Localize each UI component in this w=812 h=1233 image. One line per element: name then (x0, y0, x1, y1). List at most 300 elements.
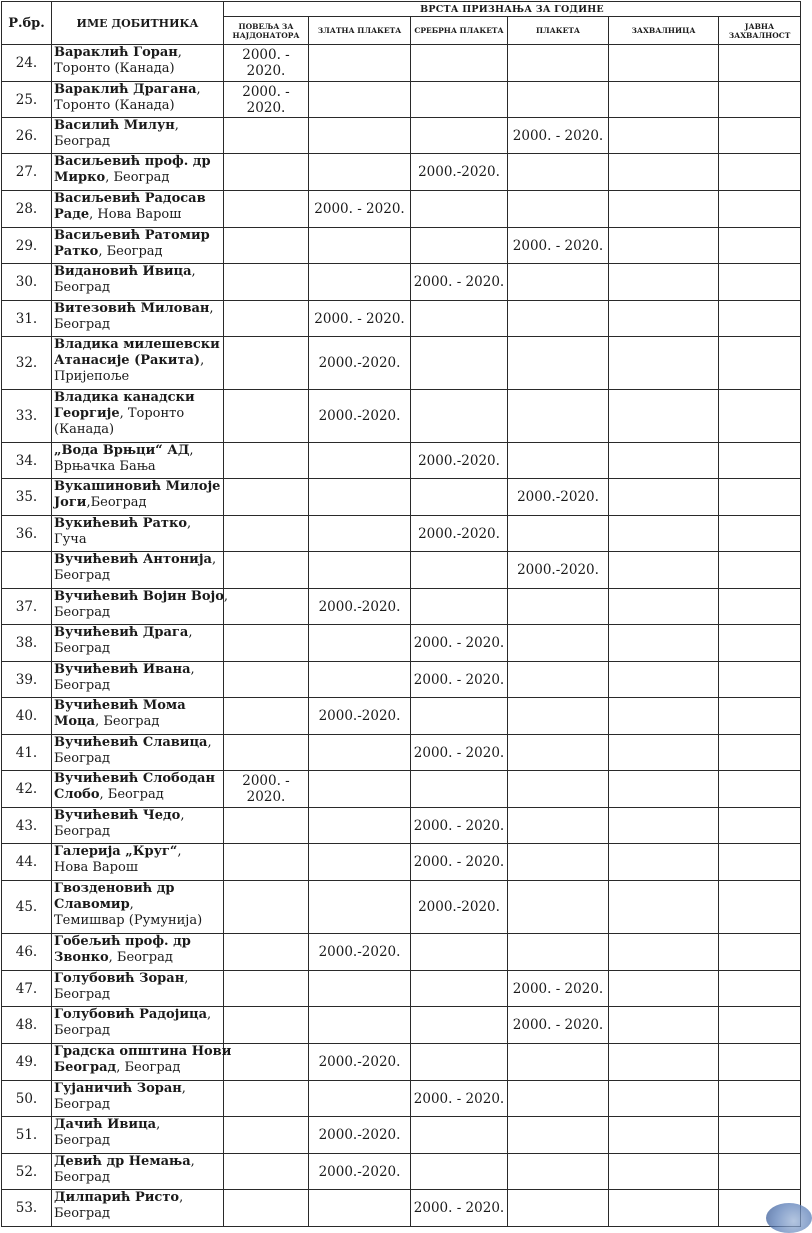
award-cell-povelja (224, 552, 309, 589)
recipient-name (52, 589, 229, 625)
recipient-name (52, 82, 224, 118)
recipient-name (52, 390, 224, 443)
award-cell-zlatna (309, 808, 411, 844)
recipient-location: Нова Варош (54, 860, 138, 875)
recipient-name-bold: Голубовић Зоран (54, 971, 185, 986)
award-cell-srebrna (411, 552, 508, 589)
recipient-name (52, 45, 224, 82)
recipient-location: , Београд (98, 244, 163, 259)
award-cell-plaketa (508, 82, 609, 118)
award-cell-povelja: 2000. - 2020. (224, 82, 309, 118)
award-cell-povelja (224, 589, 309, 625)
award-cell-javna (719, 625, 801, 662)
award-cell-povelja: 2000. - 2020. (224, 771, 309, 808)
award-cell-povelja (224, 228, 309, 264)
award-cell-javna (719, 1117, 801, 1154)
award-cell-plaketa (508, 154, 609, 191)
award-cell-zlatna (309, 881, 411, 934)
award-cell-povelja (224, 191, 309, 228)
recipient-name-bold: Вукашиновић Милоје (54, 479, 221, 494)
recipient-location: Београд (54, 134, 110, 149)
award-cell-zahvalnica (609, 82, 719, 118)
header-name: ИМЕ ДОБИТНИКА (52, 2, 224, 45)
award-cell-povelja (224, 808, 309, 844)
award-cell-plaketa (508, 808, 609, 844)
award-cell-zlatna (309, 154, 411, 191)
recipient-name-bold: Владика милешевски (54, 337, 220, 352)
award-cell-javna (719, 881, 801, 934)
recipient-name (52, 154, 224, 191)
award-cell-zahvalnica (609, 1007, 719, 1044)
award-cell-povelja: 2000. - 2020. (224, 45, 309, 82)
recipient-location: , Београд (116, 1060, 181, 1075)
award-cell-zahvalnica (609, 971, 719, 1007)
award-cell-srebrna: 2000. - 2020. (411, 844, 508, 881)
recipient-location: Београд (54, 1023, 110, 1038)
award-cell-srebrna (411, 82, 508, 118)
award-cell-plaketa (508, 1117, 609, 1154)
award-cell-zlatna (309, 118, 411, 154)
table-row (2, 1117, 801, 1154)
recipient-name (52, 301, 224, 337)
award-cell-zlatna: 2000. - 2020. (309, 191, 411, 228)
award-cell-zahvalnica (609, 45, 719, 82)
award-cell-srebrna (411, 390, 508, 443)
award-cell-povelja (224, 844, 309, 881)
award-cell-povelja (224, 1007, 309, 1044)
award-cell-srebrna (411, 1044, 508, 1081)
recipient-name-punct: , (190, 1154, 195, 1169)
award-cell-zlatna (309, 45, 411, 82)
recipient-location: , Београд (95, 714, 160, 729)
award-cell-javna (719, 154, 801, 191)
award-cell-plaketa: 2000. - 2020. (508, 118, 609, 154)
award-cell-javna (719, 844, 801, 881)
award-cell-javna (719, 808, 801, 844)
recipient-name-bold: Слобо (54, 787, 100, 802)
recipient-name-punct: , (156, 1117, 161, 1132)
award-cell-plaketa (508, 735, 609, 771)
award-cell-zlatna: 2000.-2020. (309, 698, 411, 735)
award-cell-zlatna (309, 552, 411, 589)
award-cell-javna (719, 698, 801, 735)
recipient-name (52, 1190, 224, 1227)
award-cell-zahvalnica (609, 698, 719, 735)
award-cell-plaketa (508, 1044, 609, 1081)
recipient-name-bold: Вучићевић Антонија (54, 552, 212, 567)
row-number: 47. (2, 971, 52, 1007)
award-cell-zahvalnica (609, 662, 719, 698)
award-cell-plaketa (508, 390, 609, 443)
recipient-name-bold: Вучићевић Чедо (54, 808, 181, 823)
award-cell-povelja (224, 625, 309, 662)
award-cell-zahvalnica (609, 390, 719, 443)
recipient-name-bold: Градска општина Нови (54, 1044, 232, 1059)
award-cell-plaketa: 2000. - 2020. (508, 971, 609, 1007)
recipient-location: Београд (54, 605, 110, 620)
table-row (2, 479, 801, 516)
award-cell-plaketa (508, 443, 609, 479)
recipient-name-bold: Вукићевић Ратко (54, 516, 188, 531)
award-cell-srebrna (411, 228, 508, 264)
row-number: 42. (2, 771, 52, 808)
row-number: 30. (2, 264, 52, 301)
table-row (2, 1190, 801, 1227)
award-cell-javna (719, 1044, 801, 1081)
recipient-name-bold: Девић др Немања (54, 1154, 191, 1169)
recipient-name-bold: Вучићевић Драга (54, 625, 189, 640)
recipient-name-punct: , (190, 662, 195, 677)
award-cell-javna (719, 662, 801, 698)
award-cell-zahvalnica (609, 844, 719, 881)
award-cell-zlatna: 2000.-2020. (309, 337, 411, 390)
recipient-name (52, 698, 224, 735)
award-cell-zlatna: 2000.-2020. (309, 390, 411, 443)
recipient-name (52, 808, 224, 844)
award-cell-zlatna (309, 1190, 411, 1227)
award-cell-zlatna (309, 662, 411, 698)
recipient-name-punct: , (211, 552, 217, 567)
row-number: 44. (2, 844, 52, 881)
award-cell-zlatna (309, 264, 411, 301)
recipient-name-bold: „Вода Врњци“ АД (54, 443, 190, 458)
award-cell-povelja (224, 735, 309, 771)
recipient-name-bold: Васиљевић Ратомир (54, 228, 210, 243)
table-row (2, 228, 801, 264)
award-cell-srebrna (411, 1117, 508, 1154)
award-cell-plaketa: 2000.-2020. (508, 552, 609, 589)
table-row (2, 808, 801, 844)
recipient-name-punct: , (184, 971, 189, 986)
table-row (2, 191, 801, 228)
recipient-name (52, 662, 224, 698)
award-cell-zahvalnica (609, 1081, 719, 1117)
table-row (2, 82, 801, 118)
award-cell-plaketa (508, 301, 609, 337)
recipient-name-bold: Васиљевић Радосав (54, 191, 206, 206)
recipient-name-punct: , (187, 516, 192, 531)
recipient-location: , Београд (108, 950, 173, 965)
recipient-location: ,Београд (86, 495, 147, 510)
recipient-name-bold: Звонко (54, 950, 109, 965)
recipient-name (52, 881, 224, 934)
award-cell-zlatna (309, 443, 411, 479)
award-cell-javna (719, 443, 801, 479)
recipient-name-punct: , (191, 264, 196, 279)
award-cell-povelja (224, 301, 309, 337)
award-cell-zahvalnica (609, 191, 719, 228)
recipient-name-punct: , (189, 443, 194, 458)
award-cell-zlatna (309, 228, 411, 264)
award-cell-povelja (224, 264, 309, 301)
award-cell-plaketa: 2000.-2020. (508, 479, 609, 516)
row-number: 52. (2, 1154, 52, 1190)
recipient-name-bold: Васиљевић проф. др (54, 154, 211, 169)
table-row (2, 45, 801, 82)
recipient-location: Пријепоље (54, 369, 130, 384)
recipient-name (52, 735, 224, 771)
recipient-name-punct: , (207, 735, 212, 750)
recipient-name-bold: Мирко (54, 170, 106, 185)
award-cell-zahvalnica (609, 154, 719, 191)
header-col-srebrna: СРЕБРНА ПЛАКЕТА (411, 17, 508, 45)
award-cell-srebrna: 2000. - 2020. (411, 625, 508, 662)
award-cell-zahvalnica (609, 516, 719, 552)
recipient-name-bold: Вучићевић Мома (54, 698, 186, 713)
award-cell-povelja (224, 337, 309, 390)
recipient-name (52, 1044, 232, 1081)
award-cell-srebrna: 2000. - 2020. (411, 808, 508, 844)
table-row (2, 301, 801, 337)
recipient-name (52, 118, 224, 154)
row-number: 39. (2, 662, 52, 698)
award-cell-javna (719, 228, 801, 264)
award-cell-javna (719, 191, 801, 228)
award-cell-javna (719, 589, 801, 625)
recipient-name-punct: , (177, 45, 182, 60)
recipient-name (52, 1154, 224, 1190)
row-number: 35. (2, 479, 52, 516)
award-cell-zlatna (309, 971, 411, 1007)
award-cell-plaketa (508, 516, 609, 552)
row-number: 41. (2, 735, 52, 771)
award-cell-plaketa (508, 337, 609, 390)
table-row (2, 264, 801, 301)
table-row (2, 844, 801, 881)
award-cell-povelja (224, 971, 309, 1007)
award-cell-povelja (224, 1044, 309, 1081)
award-cell-plaketa: 2000. - 2020. (508, 228, 609, 264)
recipient-name-bold: Београд (54, 1060, 117, 1075)
row-number: 31. (2, 301, 52, 337)
recipient-location: Београд (54, 317, 110, 332)
recipient-name-bold: Дилпарић Ристо (54, 1190, 180, 1205)
recipient-name-bold: Владика канадски (54, 390, 195, 405)
award-cell-povelja (224, 154, 309, 191)
award-cell-plaketa (508, 1154, 609, 1190)
recipient-name (52, 625, 224, 662)
recipient-name-bold: Вучићевић Ивана (54, 662, 191, 677)
award-cell-plaketa (508, 698, 609, 735)
table-row (2, 971, 801, 1007)
row-number: 40. (2, 698, 52, 735)
table-row (2, 516, 801, 552)
recipient-name-bold: Галерија „Круг“ (54, 844, 178, 859)
award-cell-povelja (224, 516, 309, 552)
award-cell-plaketa (508, 589, 609, 625)
recipient-name-punct: , (181, 1081, 186, 1096)
table-row (2, 1081, 801, 1117)
recipient-name-bold: Гујаничић Зоран (54, 1081, 182, 1096)
header-col-plaketa: ПЛАКЕТА (508, 17, 609, 45)
header-rbr: Р.бр. (2, 2, 52, 45)
recipient-name-bold: Раде (54, 207, 90, 222)
award-cell-srebrna (411, 118, 508, 154)
row-number: 36. (2, 516, 52, 552)
award-cell-javna (719, 552, 801, 589)
award-cell-javna (719, 337, 801, 390)
recipient-location: , (129, 897, 134, 912)
recipient-name (52, 443, 224, 479)
row-number: 32. (2, 337, 52, 390)
row-number: 48. (2, 1007, 52, 1044)
recipient-location: Торонто (Канада) (54, 98, 175, 113)
award-cell-povelja (224, 479, 309, 516)
recipient-name-punct: , (174, 118, 179, 133)
recipient-name-bold: Витезовић Милован (54, 301, 210, 316)
award-cell-srebrna (411, 698, 508, 735)
row-number: 27. (2, 154, 52, 191)
row-number: 28. (2, 191, 52, 228)
table-row (2, 662, 801, 698)
recipient-location: Врњачка Бања (54, 459, 156, 474)
award-cell-zahvalnica (609, 1117, 719, 1154)
award-cell-srebrna (411, 479, 508, 516)
recipient-name (52, 1007, 224, 1044)
recipient-location: Београд (54, 987, 110, 1002)
recipient-name-bold: Гвозденовић др (54, 881, 175, 896)
recipient-name-punct: , (179, 1190, 184, 1205)
award-cell-javna (719, 1081, 801, 1117)
award-cell-povelja (224, 698, 309, 735)
recipient-name (52, 844, 224, 881)
award-cell-zahvalnica (609, 881, 719, 934)
row-number: 45. (2, 881, 52, 934)
recipient-name-bold: Гобељић проф. др (54, 934, 191, 949)
recipient-name-punct: , (180, 808, 185, 823)
table-row (2, 934, 801, 971)
recipient-name (52, 264, 224, 301)
table-row (2, 1044, 801, 1081)
award-cell-srebrna (411, 971, 508, 1007)
recipient-name-bold: Моца (54, 714, 96, 729)
recipient-name-bold: Василић Милун (54, 118, 175, 133)
recipient-name-bold: Дачић Ивица (54, 1117, 157, 1132)
award-cell-zlatna (309, 1081, 411, 1117)
award-cell-zahvalnica (609, 589, 719, 625)
award-cell-zahvalnica (609, 1044, 719, 1081)
recipient-name-bold: Јоги (54, 495, 87, 510)
award-cell-plaketa (508, 1190, 609, 1227)
award-cell-povelja (224, 662, 309, 698)
recipient-name-bold: Видановић Ивица (54, 264, 192, 279)
recipient-location: Гуча (54, 532, 87, 547)
recipient-name-bold: Вараклић Драгана (54, 82, 197, 97)
award-cell-zahvalnica (609, 337, 719, 390)
award-cell-srebrna: 2000.-2020. (411, 516, 508, 552)
award-cell-zlatna: 2000.-2020. (309, 1044, 411, 1081)
award-cell-zlatna (309, 479, 411, 516)
header-col-zahvalnica: ЗАХВАЛНИЦА (609, 17, 719, 45)
award-cell-povelja (224, 1154, 309, 1190)
award-cell-javna (719, 479, 801, 516)
award-cell-zahvalnica (609, 479, 719, 516)
award-cell-zlatna (309, 844, 411, 881)
award-cell-plaketa (508, 844, 609, 881)
recipient-name-bold: Вараклић Горан (54, 45, 178, 60)
award-cell-plaketa (508, 1081, 609, 1117)
row-number: 46. (2, 934, 52, 971)
award-cell-zlatna (309, 625, 411, 662)
award-cell-srebrna (411, 771, 508, 808)
recipient-name (52, 934, 224, 971)
award-cell-srebrna: 2000. - 2020. (411, 1081, 508, 1117)
recipient-name (52, 971, 224, 1007)
recipient-location: Београд (54, 1097, 110, 1112)
recipient-name (52, 1117, 224, 1154)
recipient-name-bold: Вучићевић Војин Војо (54, 589, 224, 604)
row-number: 33. (2, 390, 52, 443)
table-row (2, 881, 801, 934)
award-cell-plaketa (508, 191, 609, 228)
recipient-name (52, 228, 224, 264)
row-number: 37. (2, 589, 52, 625)
award-cell-javna (719, 390, 801, 443)
award-cell-javna (719, 1007, 801, 1044)
award-cell-srebrna (411, 301, 508, 337)
award-cell-zlatna: 2000.-2020. (309, 1154, 411, 1190)
award-cell-zlatna: 2000.-2020. (309, 934, 411, 971)
award-cell-srebrna (411, 191, 508, 228)
table-row (2, 552, 801, 589)
award-cell-javna (719, 735, 801, 771)
recipient-name (52, 479, 224, 516)
table-row (2, 589, 801, 625)
row-number: 53. (2, 1190, 52, 1227)
table-row (2, 698, 801, 735)
table-row (2, 390, 801, 443)
award-cell-srebrna: 2000.-2020. (411, 881, 508, 934)
award-cell-javna (719, 516, 801, 552)
award-cell-plaketa (508, 625, 609, 662)
award-cell-javna (719, 301, 801, 337)
recipient-location: , (200, 353, 205, 368)
award-cell-zahvalnica (609, 808, 719, 844)
recipient-name (52, 337, 224, 390)
header-col-javna: ЈАВНА ЗАХВАЛНОСТ (719, 17, 801, 45)
award-cell-srebrna (411, 1007, 508, 1044)
recipient-name-punct: , (207, 1007, 212, 1022)
header-col-zlatna: ЗЛАТНА ПЛАКЕТА (309, 17, 411, 45)
award-cell-povelja (224, 443, 309, 479)
recipient-name-bold: Голубовић Радојица (54, 1007, 208, 1022)
recipient-location: Београд (54, 1170, 110, 1185)
recipient-location: Београд (54, 641, 110, 656)
recipient-location: (Канада) (54, 422, 115, 437)
award-cell-javna (719, 45, 801, 82)
award-cell-srebrna (411, 1154, 508, 1190)
table-row (2, 1007, 801, 1044)
award-cell-povelja (224, 1190, 309, 1227)
recipient-name (52, 191, 224, 228)
recipient-name-punct: , (177, 844, 182, 859)
award-cell-srebrna: 2000. - 2020. (411, 1190, 508, 1227)
table-row (2, 771, 801, 808)
row-number: 38. (2, 625, 52, 662)
award-cell-javna (719, 82, 801, 118)
award-cell-plaketa (508, 881, 609, 934)
award-cell-zahvalnica (609, 552, 719, 589)
award-cell-povelja (224, 118, 309, 154)
recipient-name-bold: Славомир (54, 897, 130, 912)
row-number: 26. (2, 118, 52, 154)
row-number: 50. (2, 1081, 52, 1117)
header-col-povelja: ПОВЕЉА ЗА НАЈДОНАТОРА (224, 17, 309, 45)
award-cell-srebrna: 2000. - 2020. (411, 735, 508, 771)
award-cell-zlatna: 2000.-2020. (309, 1117, 411, 1154)
award-cell-zlatna: 2000.-2020. (309, 589, 411, 625)
award-cell-zahvalnica (609, 228, 719, 264)
